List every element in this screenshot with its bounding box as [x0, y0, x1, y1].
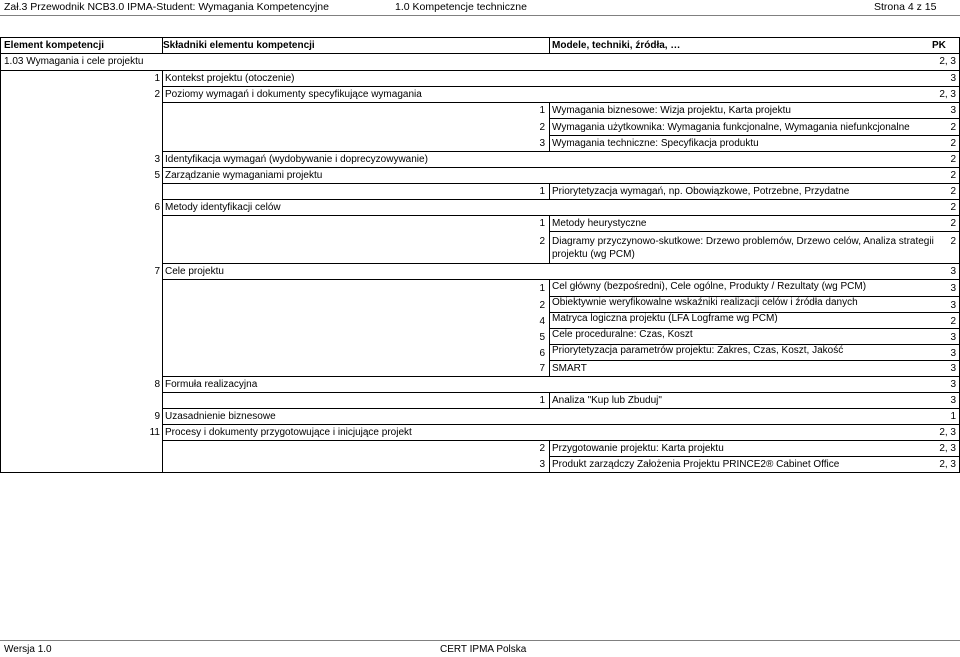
- model-pk: 2: [950, 138, 956, 149]
- element-pk: 2, 3: [939, 56, 956, 67]
- component-text: Zarządzanie wymaganiami projektu: [165, 170, 323, 181]
- row-rule: [550, 456, 960, 457]
- row-rule: [163, 183, 960, 184]
- model-pk: 3: [950, 363, 956, 374]
- model-text: Wymagania biznesowe: Wizja projektu, Karta projektu: [552, 105, 791, 116]
- row-rule: [0, 70, 960, 71]
- model-text: SMART: [552, 363, 587, 374]
- row-rule: [163, 263, 960, 264]
- component-pk: 2, 3: [939, 427, 956, 438]
- model-pk: 3: [950, 332, 956, 343]
- col-divider: [549, 393, 550, 408]
- component-number: 1: [154, 73, 160, 84]
- header-rule: [0, 15, 960, 16]
- component-text: Identyfikacja wymagań (wydobywanie i doprecyzowywanie): [165, 154, 428, 165]
- col-header-element: Element kompetencji: [4, 40, 105, 51]
- col-header-pk: PK: [932, 40, 946, 51]
- header-bottom-rule: [0, 53, 960, 54]
- table-bottom-rule: [0, 472, 960, 473]
- component-text: Uzasadnienie biznesowe: [165, 411, 276, 422]
- model-pk: 3: [950, 395, 956, 406]
- model-pk: 3: [950, 348, 956, 359]
- model-text: Cele proceduralne: Czas, Koszt: [552, 329, 693, 340]
- table-left-border: [0, 37, 1, 473]
- model-number: 1: [539, 395, 545, 406]
- row-rule: [163, 215, 960, 216]
- component-text: Formuła realizacyjna: [165, 379, 258, 390]
- row-rule: [550, 231, 960, 232]
- row-rule: [163, 167, 960, 168]
- model-number: 2: [539, 236, 545, 247]
- model-text: Wymagania użytkownika: Wymagania funkcjonalne, Wymagania niefunkcjonalne: [552, 122, 910, 133]
- model-text: Priorytetyzacja parametrów projektu: Zakres, Czas, Koszt, Jakość: [552, 345, 844, 356]
- model-number: 6: [539, 348, 545, 359]
- col-divider: [549, 103, 550, 151]
- model-number: 1: [539, 186, 545, 197]
- model-number: 3: [539, 138, 545, 149]
- component-number: 5: [154, 170, 160, 181]
- row-rule: [550, 118, 960, 119]
- row-rule: [550, 360, 960, 361]
- model-text: Priorytetyzacja wymagań, np. Obowiązkowe, Potrzebne, Przydatne: [552, 186, 850, 197]
- row-rule: [163, 199, 960, 200]
- component-text: Cele projektu: [165, 266, 224, 277]
- component-pk: 3: [950, 379, 956, 390]
- model-text: Cel główny (bezpośredni), Cele ogólne, Produkty / Rezultaty (wg PCM): [552, 281, 867, 292]
- model-number: 3: [539, 459, 545, 470]
- footer-version: Wersja 1.0: [4, 644, 52, 655]
- component-number: 2: [154, 89, 160, 100]
- col-divider: [549, 37, 550, 54]
- model-text: Przygotowanie projektu: Karta projektu: [552, 443, 724, 454]
- model-number: 5: [539, 332, 545, 343]
- component-text: Kontekst projektu (otoczenie): [165, 73, 295, 84]
- model-text: Produkt zarządczy Założenia Projektu PRINCE2® Cabinet Office: [552, 459, 840, 470]
- table-top-rule: [0, 37, 960, 38]
- doc-header-center: 1.0 Kompetencje techniczne: [395, 1, 527, 13]
- col-header-components: Składniki elementu kompetencji: [163, 40, 315, 51]
- component-pk: 2: [950, 154, 956, 165]
- footer-rule: [0, 640, 960, 641]
- model-pk: 2: [950, 236, 956, 247]
- row-rule: [163, 102, 960, 103]
- model-pk: 2: [950, 218, 956, 229]
- model-pk: 2, 3: [939, 443, 956, 454]
- model-text-continued: projektu (wg PCM): [552, 249, 635, 260]
- col-divider: [549, 441, 550, 472]
- row-rule: [163, 279, 960, 280]
- model-pk: 2: [950, 316, 956, 327]
- component-number: 6: [154, 202, 160, 213]
- component-text: Metody identyfikacji celów: [165, 202, 281, 213]
- row-rule: [163, 151, 960, 152]
- row-rule: [163, 392, 960, 393]
- model-pk: 3: [950, 300, 956, 311]
- model-number: 4: [539, 316, 545, 327]
- row-rule: [163, 408, 960, 409]
- component-text: Poziomy wymagań i dokumenty specyfikujące wymagania: [165, 89, 422, 100]
- component-pk: 2: [950, 170, 956, 181]
- model-text: Analiza "Kup lub Zbuduj": [552, 395, 662, 406]
- doc-header-left: Zał.3 Przewodnik NCB3.0 IPMA-Student: Wymagania Kompetencyjne: [4, 1, 329, 13]
- model-number: 2: [539, 122, 545, 133]
- element-title: 1.03 Wymagania i cele projektu: [4, 56, 144, 67]
- model-pk: 2, 3: [939, 459, 956, 470]
- row-rule: [163, 440, 960, 441]
- model-number: 1: [539, 105, 545, 116]
- component-pk: 3: [950, 73, 956, 84]
- component-number: 9: [154, 411, 160, 422]
- doc-header-right: Strona 4 z 15: [874, 1, 937, 13]
- model-text: Obiektywnie weryfikowalne wskaźniki realizacji celów i źródła danych: [552, 297, 858, 308]
- col-divider: [162, 71, 163, 473]
- component-number: 11: [149, 427, 160, 438]
- model-text: Diagramy przyczynowo-skutkowe: Drzewo problemów, Drzewo celów, Analiza strategii: [552, 236, 934, 247]
- model-pk: 3: [950, 105, 956, 116]
- row-rule: [550, 135, 960, 136]
- model-number: 2: [539, 443, 545, 454]
- component-pk: 3: [950, 266, 956, 277]
- model-text: Wymagania techniczne: Specyfikacja produktu: [552, 138, 759, 149]
- model-text: Matryca logiczna projektu (LFA Logframe wg PCM): [552, 313, 778, 324]
- model-pk: 2: [950, 186, 956, 197]
- col-divider: [549, 280, 550, 376]
- col-divider: [162, 37, 163, 54]
- model-pk: 3: [950, 283, 956, 294]
- model-number: 1: [539, 218, 545, 229]
- component-pk: 2: [950, 202, 956, 213]
- footer-org: CERT IPMA Polska: [440, 644, 527, 655]
- row-rule: [163, 86, 960, 87]
- row-rule: [163, 376, 960, 377]
- col-header-models: Modele, techniki, źródła, …: [552, 40, 681, 51]
- component-number: 3: [154, 154, 160, 165]
- component-number: 8: [154, 379, 160, 390]
- component-pk: 2, 3: [939, 89, 956, 100]
- component-number: 7: [154, 266, 160, 277]
- col-divider: [549, 184, 550, 199]
- row-rule: [163, 424, 960, 425]
- model-pk: 2: [950, 122, 956, 133]
- model-number: 2: [539, 300, 545, 311]
- component-pk: 1: [950, 411, 956, 422]
- col-divider: [549, 216, 550, 263]
- component-text: Procesy i dokumenty przygotowujące i inicjujące projekt: [165, 427, 412, 438]
- model-number: 7: [539, 363, 545, 374]
- model-number: 1: [539, 283, 545, 294]
- model-text: Metody heurystyczne: [552, 218, 647, 229]
